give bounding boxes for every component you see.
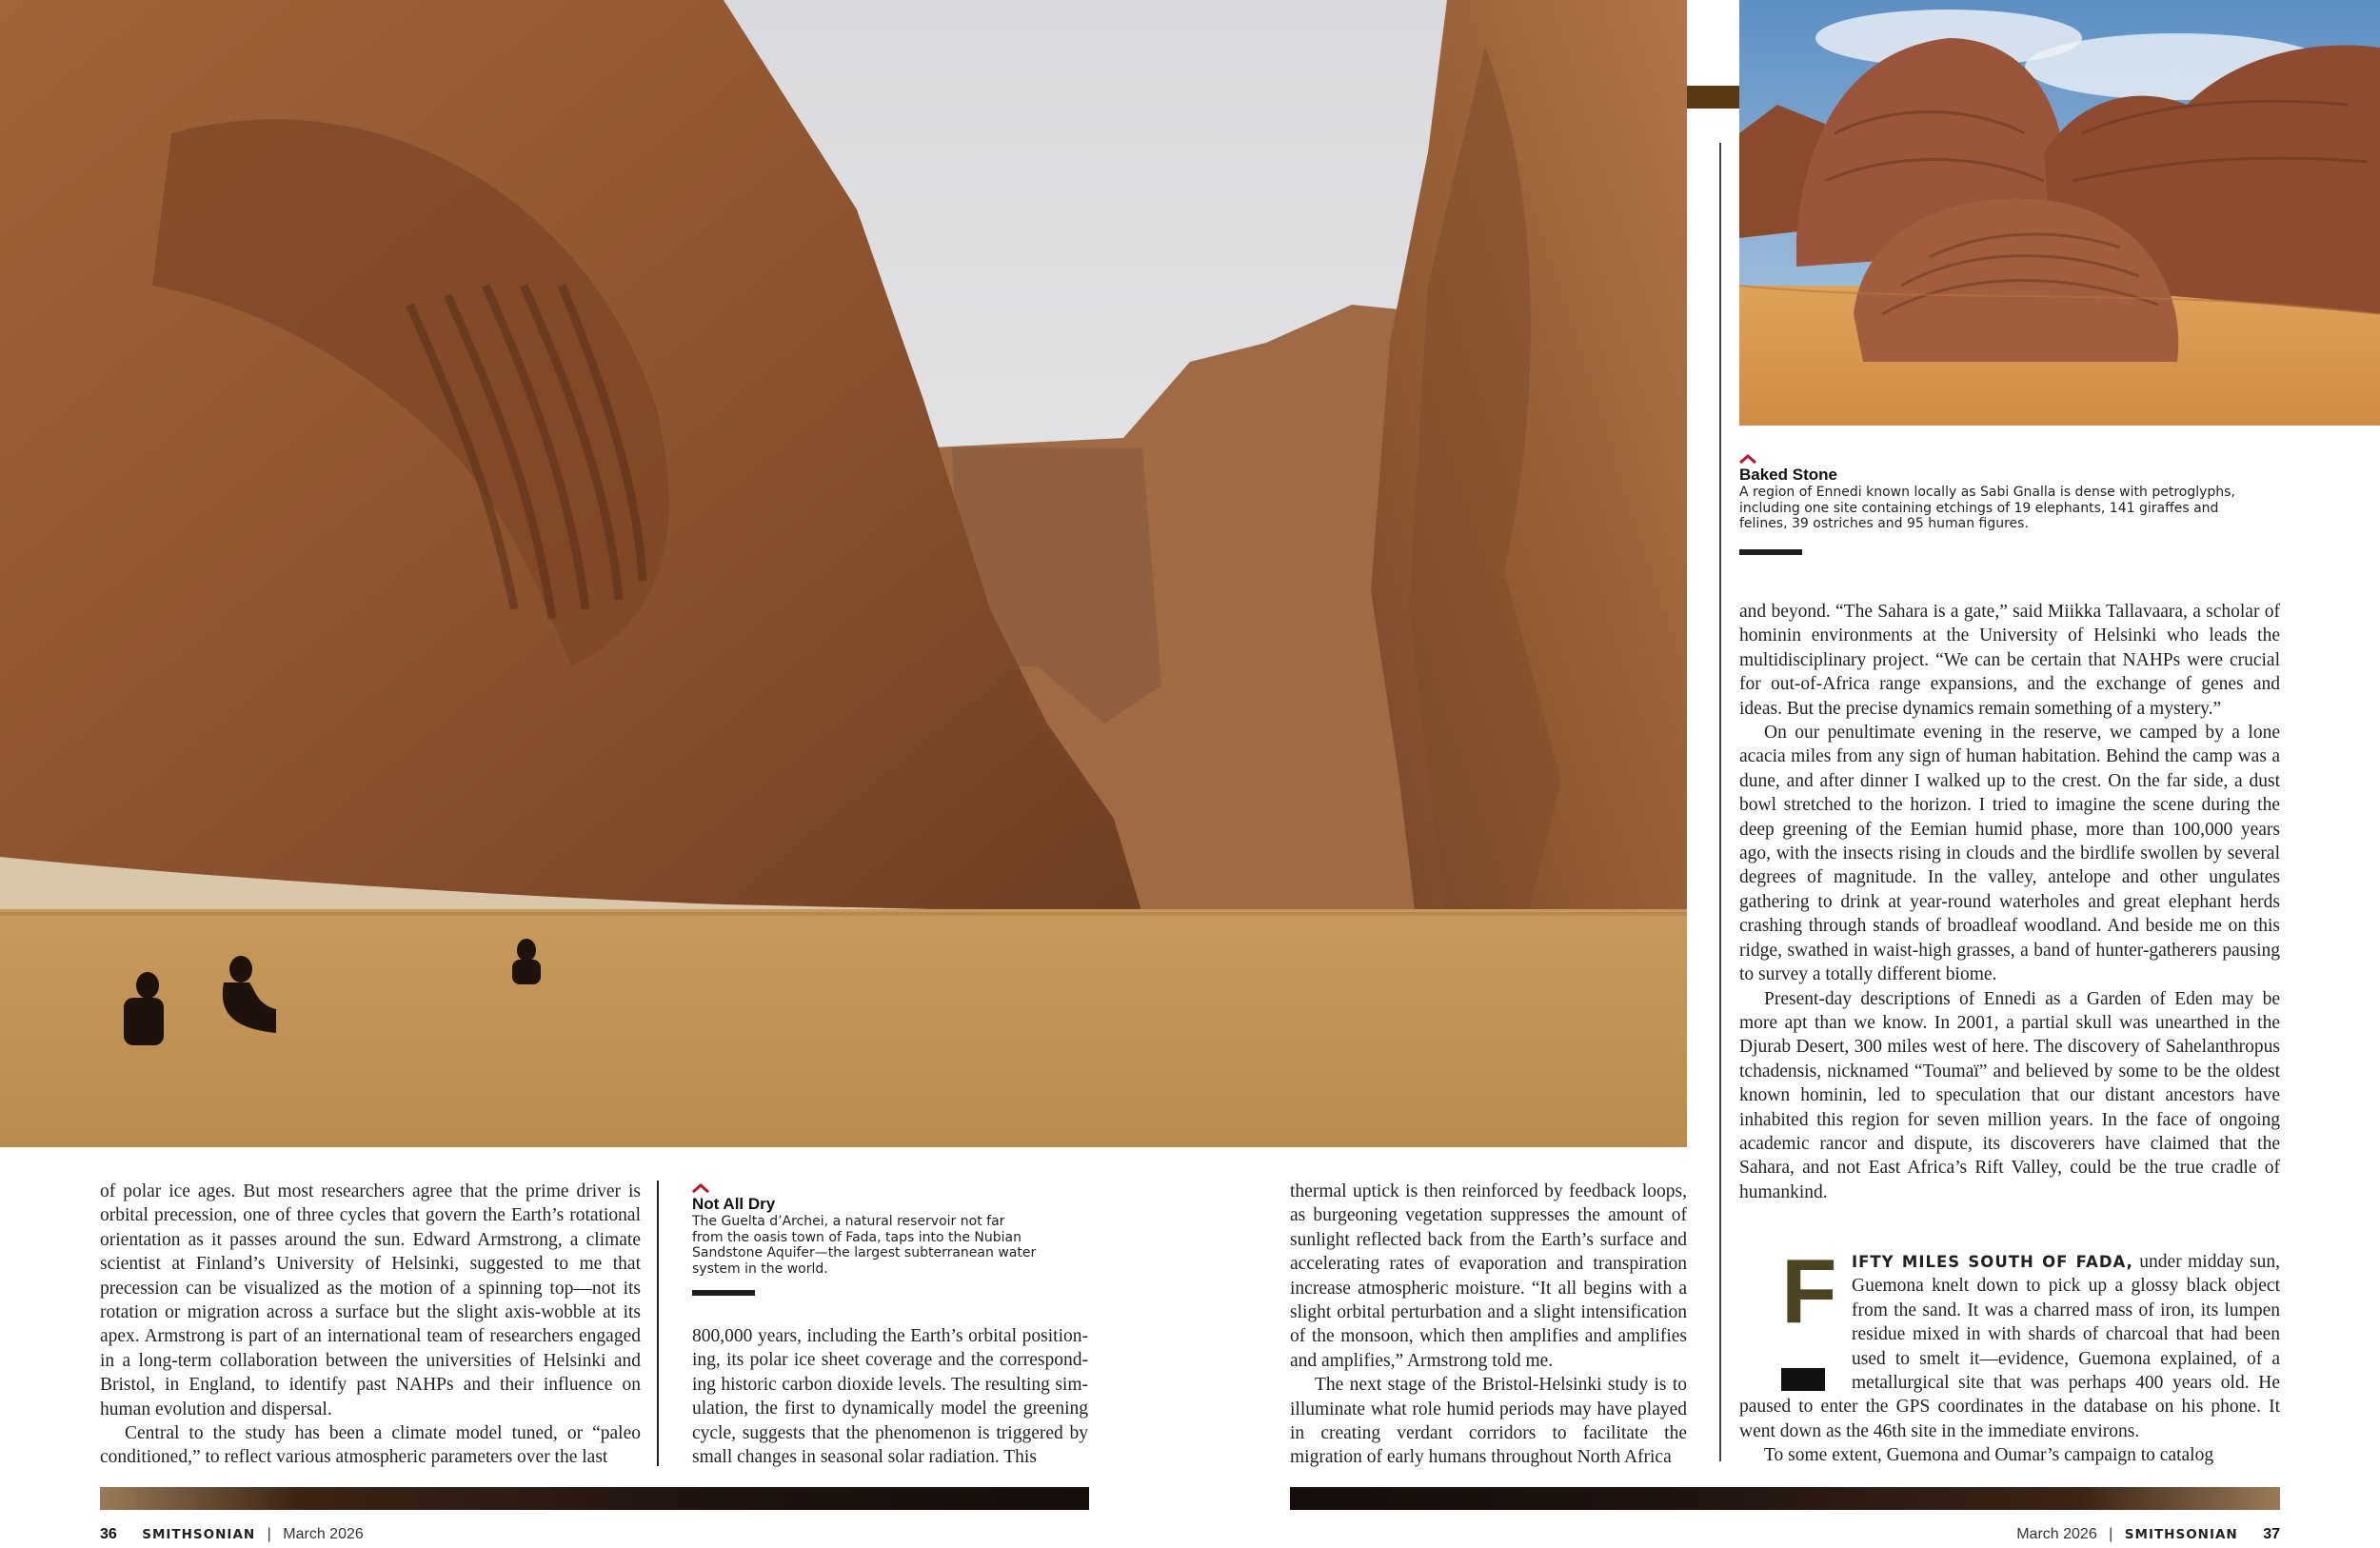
separator: | [267,1526,271,1542]
folio-left [100,1526,364,1543]
body-column-3 [1290,1180,1687,1470]
paragraph: To some extent, Guemona and Oumar’s campaign to catalog [1764,1445,2214,1466]
paragraph: of polar ice ages. But most researchers agree that the prime driver is orbital precession, one of three cycles that govern the Earth’s rotational orientation as it passes around the sun. Edward Armstrong, a climate scientist at Finland’s University of Helsinki, suggested to me that precession can be visualized as the motion of a spinning top—not its rotation or migration across a surface but the slight axis-wobble at its apex. Armstrong is part of an international team of researchers engaged in a long-term collaboration between the universities of Helsinki and Bristol, in England, to identify past NAHPs and their influence on human evolution and dispersal. [100,1181,641,1419]
paragraph-text: Present-day descriptions of Ennedi as a Garden of Eden may be more apt than we know. In 2001, a partial skull was unearthed in the Djurab Desert, 300 miles west of here. The discovery of Sahelanthropus tchadensis, nicknamed “Toumaï” and believed by some to be the oldest known hominin, led to speculation that our distant ancestors have inhabited this region for seven million years. In the face of ongoing academic rancor and dispute, its discoverers have claimed that the Sahara, and not East Africa’s Rift Valley, could be the true cradle of humankind. [1739,988,2280,1202]
issue-date: March 2026 [2016,1526,2097,1542]
caption-line: The Guelta d’Archei, a natural reservoir not far [692,1214,1005,1229]
caret-up-icon [692,1183,709,1193]
caption-body [692,1214,1092,1277]
caption-not-all-dry [692,1179,1092,1296]
caption-baked-stone [1739,449,2311,555]
magazine-brand: SMITHSONIAN [2124,1527,2238,1542]
caption-rule [1739,549,1802,555]
body-column-4 [1739,600,2280,1204]
paragraph: 800,000 years, including the Earth’s orbital positioning, its polar ice sheet coverage and the corresponding historic carbon dioxide levels. The resulting simulation, the first to dynamically model the greening cycle, suggests that the phenomenon is triggered by small changes in seasonal solar radiation. This [692,1326,1088,1468]
paragraph: On our penultimate evening in the reserve, we camped by a lone acacia miles from any sign of human habitation. Behind the camp was a dune, and after dinner I walked up to the crest. On the far side, a dust bowl stretched to the horizon. I tried to imagine the scene during the deep greening of the Eemian humid phase, more than 100,000 years ago, with the insects rising in clouds and the birdlife swollen by several degrees of magnitude. In the valley, antelope and other ungulates gathering to drink at year-round waterholes and great elephant herds crashing through stands of broadleaf woodland. And beside me on this ridge, swathed in waist-high grasses, a band of hunter-gatherers pausing to survey a totally different biome. [1739,723,2280,985]
caption-rule [692,1290,755,1296]
caption-title: Baked Stone [1739,466,1837,484]
section2-body [1739,1240,2280,1468]
caption-line: felines, 39 ostriches and 95 human figures. [1739,516,2029,531]
caption-line: Sandstone Aquifer—the largest subterranean water [692,1245,1037,1260]
paragraph [1739,987,2280,1205]
caption-body [1739,485,2311,532]
accent-tab [1687,86,1739,109]
drop-cap-space [1739,1240,1852,1393]
caption-line: system in the world. [692,1260,828,1277]
body-column-1 [100,1180,641,1470]
folio-right [2016,1526,2280,1543]
paragraph: The next stage of the Bristol-Helsinki study is to illuminate what role humid periods may have played in creating verdant corridors to facilitate the migration of early humans throughout North Africa [1290,1375,1687,1468]
issue-date: March 2026 [283,1526,364,1542]
section2-first-paragraph [1739,1240,2280,1443]
separator: | [2109,1526,2113,1542]
caret-up-icon [1739,454,1756,464]
column-rule [1719,143,1721,1461]
caption-line: from the oasis town of Fada, taps into the Nubian [692,1229,1021,1245]
page-number: 37 [2263,1526,2280,1542]
caption-line: A region of Ennedi known locally as Sabi Gnalla is dense with petroglyphs, [1739,485,2235,500]
paragraph: thermal uptick is then reinforced by feedback loops, as burgeoning vegetation suppresses the amount of sunlight reflected back from the Earth’s surface and accelerating rates of evaporation and transpiration increase atmospheric moisture. “It all begins with a slight orbital perturbation and a slight intensification of the monsoon, which then amplifies and amplifies and amplifies,” Armstrong told me. [1290,1181,1687,1371]
paragraph: and beyond. “The Sahara is a gate,” said Miikka Tallavaara, a scholar of hominin environments at the University of Helsinki who leads the multidisciplinary project. “We can be certain that NAHPs were crucial for out-of-Africa range expansions, and the exchange of genes and ideas. But the precise dynamics remain something of a mystery.” [1739,602,2280,719]
footer-bar-right [1290,1487,2280,1510]
magazine-brand: SMITHSONIAN [142,1527,256,1542]
drop-cap: F [1781,1240,1837,1342]
paragraph-text: under midday sun, Guemona knelt down to pick up a glossy black object from the sand. It was a charred mass of iron, its lumpen residue mixed in with shards of charcoal that had been used to smelt it—evidence, Guemona explained, of a metallurgical site that was perhaps 400 years old. He paused to enter the GPS coordinates in the database on his phone. It went down as the 46th site in the immediate environs. [1739,1252,2280,1441]
caption-title: Not All Dry [692,1195,776,1213]
column-rule [657,1181,659,1466]
domes-illustration [1739,0,2380,426]
body-column-2 [692,1324,1088,1469]
page-number: 36 [100,1526,117,1542]
paragraph: Central to the study has been a climate model tuned, or “paleo conditioned,” to reflect various atmospheric parameters over the last [100,1423,641,1468]
photo-sandstone-domes [1739,0,2380,426]
caption-line: including one site containing etchings of 19 elephants, 141 giraffes and [1739,500,2219,516]
lead-in: IFTY MILES SOUTH OF FADA, [1852,1253,2133,1271]
footer-bar-left [100,1487,1089,1510]
